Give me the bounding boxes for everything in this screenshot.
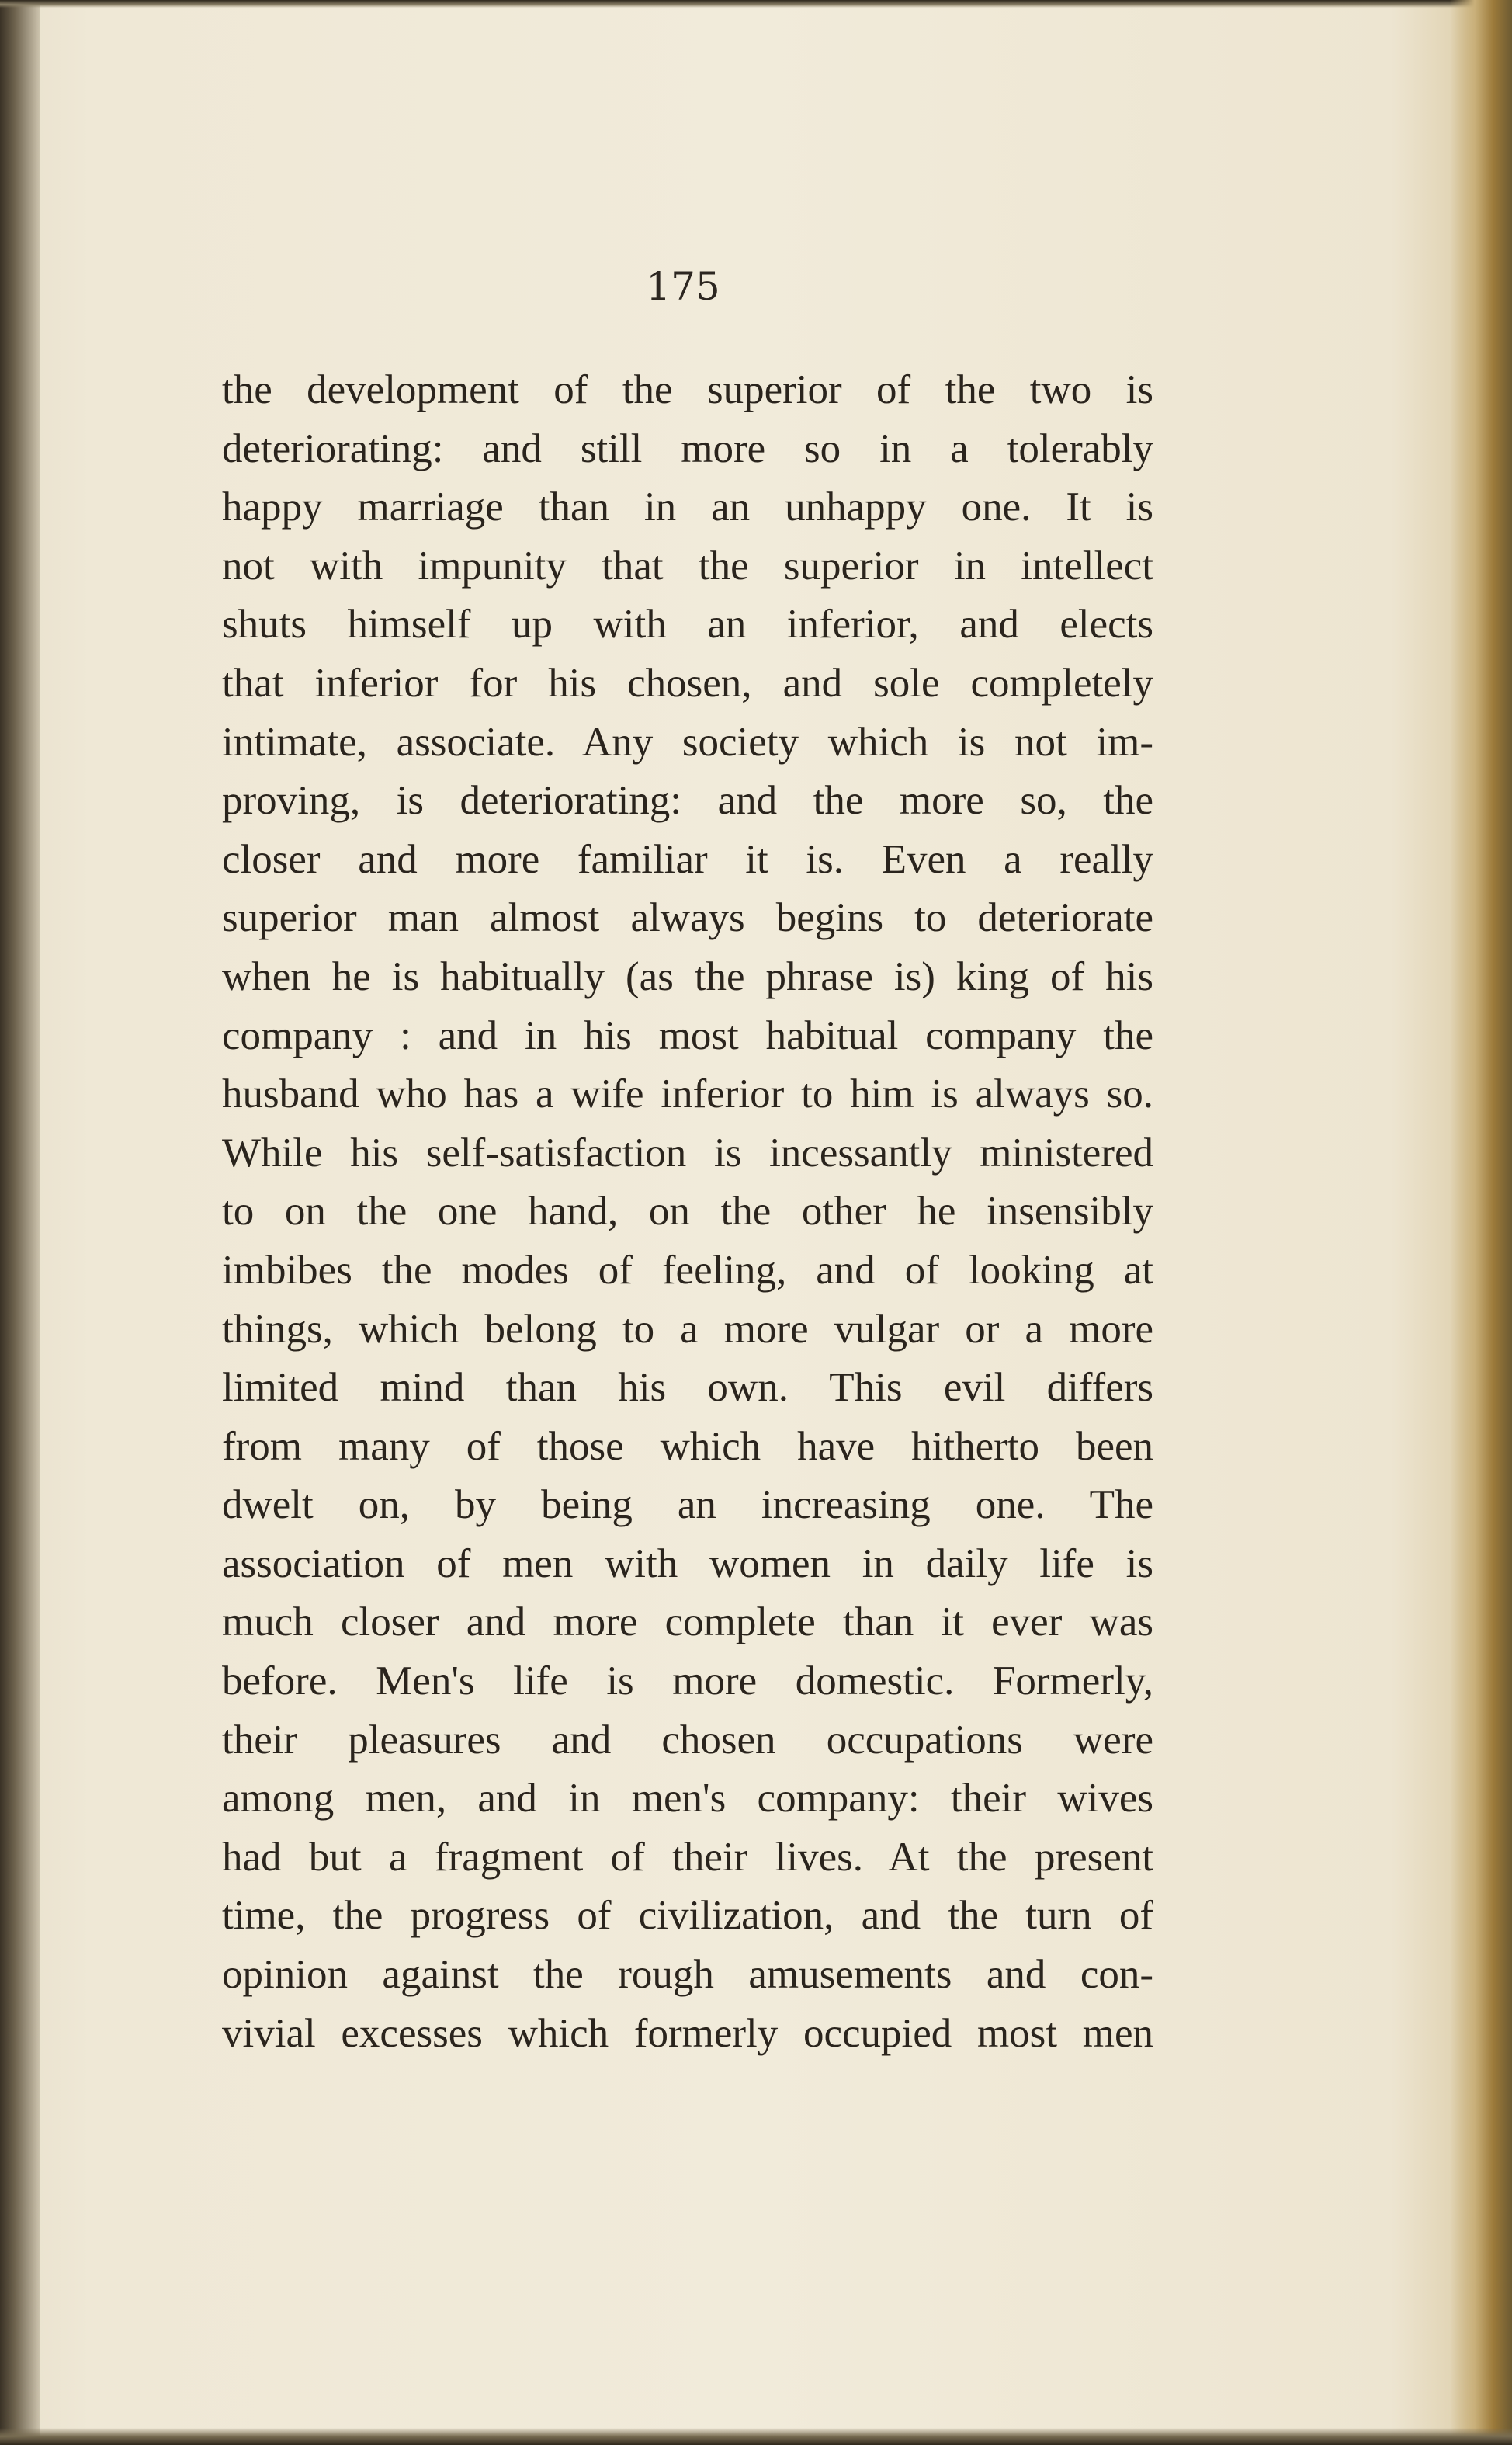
top-page-edge: [0, 0, 1512, 8]
text-line: much closer and more complete than it ever was: [222, 1599, 1153, 1645]
text-line: superior man almost always begins to deteriorate: [222, 895, 1153, 941]
text-line: husband who has a wife inferior to him is always so.: [222, 1071, 1153, 1117]
text-line: deteriorating: and still more so in a tolerably: [222, 425, 1153, 471]
bottom-page-edge: [0, 2428, 1512, 2445]
text-line: before. Men's life is more domestic. Formerly,: [222, 1658, 1153, 1704]
text-line: While his self-satisfaction is incessantly ministered: [222, 1130, 1153, 1176]
text-line: imbibes the modes of feeling, and of looking at: [222, 1247, 1153, 1293]
text-line: from many of those which have hitherto been: [222, 1423, 1153, 1469]
text-line: time, the progress of civilization, and the turn of: [222, 1893, 1153, 1939]
text-line: closer and more familiar it is. Even a really: [222, 836, 1153, 882]
page-fore-edge: [1450, 0, 1512, 2445]
text-line: opinion against the rough amusements and con-: [222, 1952, 1153, 1998]
text-line: that inferior for his chosen, and sole completely: [222, 660, 1153, 706]
text-line: not with impunity that the superior in intellect: [222, 543, 1153, 589]
text-line: happy marriage than in an unhappy one. It is: [222, 484, 1153, 530]
page-number: 175: [646, 264, 720, 309]
text-line: among men, and in men's company: their wives: [222, 1776, 1153, 1822]
text-line: vivial excesses which formerly occupied most men: [222, 2010, 1153, 2056]
text-line: proving, is deteriorating: and the more so, the: [222, 778, 1153, 824]
text-line: when he is habitually (as the phrase is) king of his: [222, 953, 1153, 999]
text-line: their pleasures and chosen occupations were: [222, 1717, 1153, 1763]
text-line: intimate, associate. Any society which is not im-: [222, 719, 1153, 765]
text-line: the development of the superior of the two is: [222, 367, 1153, 412]
body-text: [222, 361, 1153, 2063]
binding-edge: [0, 0, 40, 2445]
text-line: shuts himself up with an inferior, and elects: [222, 602, 1153, 648]
text-line: dwelt on, by being an increasing one. The: [222, 1482, 1153, 1528]
text-line: company : and in his most habitual company the: [222, 1012, 1153, 1058]
text-line: things, which belong to a more vulgar or a more: [222, 1306, 1153, 1352]
text-line: limited mind than his own. This evil differs: [222, 1365, 1153, 1411]
text-line: association of men with women in daily life is: [222, 1540, 1153, 1586]
text-line: to on the one hand, on the other he insensibly: [222, 1189, 1153, 1235]
text-line: had but a fragment of their lives. At the present: [222, 1834, 1153, 1880]
